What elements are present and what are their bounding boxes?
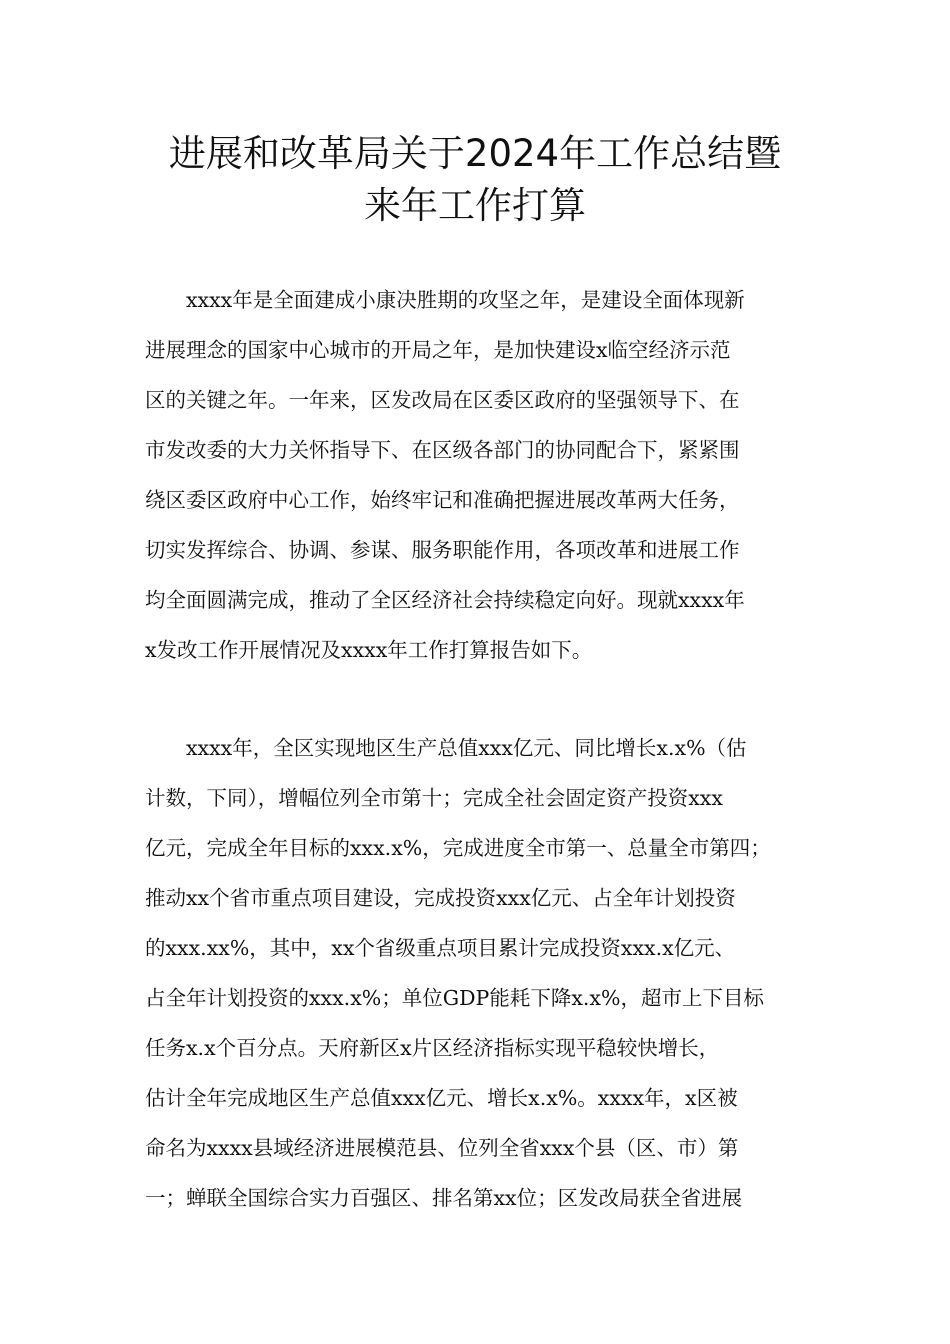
paragraph-line: x发改工作开展情况及xxxx年工作打算报告如下。 [145, 638, 593, 662]
paragraph-line: 任务x.x个百分点。天府新区x片区经济指标实现平稳较快增长， [145, 1036, 720, 1060]
paragraph-line: xxxx年是全面建成小康决胜期的攻坚之年，是建设全面体现新 [186, 288, 745, 312]
paragraph-line: 计数，下同），增幅位列全市第十；完成全社会固定资产投资xxx [145, 786, 723, 810]
title-line-1: 进展和改革局关于2024年工作总结暨 [168, 132, 782, 175]
paragraph-line: 一；蝉联全国综合实力百强区、排名第xx位；区发改局获全省进展 [145, 1186, 743, 1210]
paragraph-line: 的xxx.xx%，其中，xx个省级重点项目累计完成投资xxx.x亿元、 [145, 936, 736, 960]
paragraph-line: 亿元，完成全年目标的xxx.x%，完成进度全市第一、总量全市第四； [145, 836, 771, 860]
paragraph-line: 估计全年完成地区生产总值xxx亿元、增长x.x%。xxxx年，x区被 [145, 1086, 738, 1110]
paragraph-line: 区的关键之年。一年来，区发改局在区委区政府的坚强领导下、在 [145, 388, 740, 412]
paragraph-line: 推动xx个省市重点项目建设，完成投资xxx亿元、占全年计划投资 [145, 886, 736, 910]
document-title [100, 128, 850, 232]
paragraph-line: 绕区委区政府中心工作，始终牢记和准确把握进展改革两大任务， [145, 488, 740, 512]
paragraph-line: 命名为xxxx县域经济进展模范县、位列全省xxx个县（区、市）第 [145, 1136, 739, 1160]
paragraph-line: 占全年计划投资的xxx.x%；单位GDP能耗下降x.x%，超市上下目标 [145, 986, 764, 1010]
paragraph-line: 市发改委的大力关怀指导下、在区级各部门的协同配合下，紧紧围 [145, 438, 740, 462]
paragraph-line: xxxx年，全区实现地区生产总值xxx亿元、同比增长x.x%（估 [186, 736, 747, 760]
paragraph-line: 切实发挥综合、协调、参谋、服务职能作用，各项改革和进展工作 [145, 538, 740, 562]
title-line-2: 来年工作打算 [364, 184, 586, 227]
paragraph-summary [145, 723, 825, 1223]
paragraph-line: 进展理念的国家中心城市的开局之年，是加快建设x临空经济示范 [145, 338, 731, 362]
paragraph-intro [145, 275, 825, 675]
paragraph-line: 均全面圆满完成，推动了全区经济社会持续稳定向好。现就xxxx年 [145, 588, 745, 612]
